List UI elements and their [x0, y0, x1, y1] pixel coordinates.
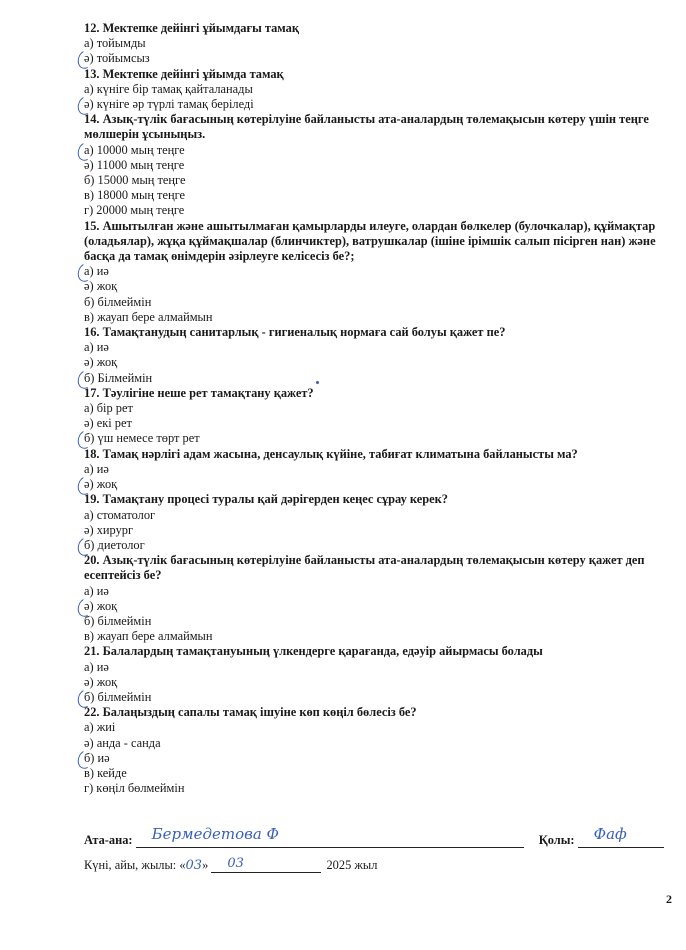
- answer-option-label: а) иә: [84, 583, 109, 598]
- answer-option-label: а) стоматолог: [84, 507, 156, 522]
- answer-option[interactable]: [84, 310, 674, 325]
- question-text: 18. Тамақ нәрлігі адам жасына, денсаулық күйіне, табиғат климатына байланысты ма?: [84, 446, 578, 461]
- date-month: 03: [227, 856, 244, 871]
- questions-list: [84, 21, 674, 796]
- answer-option-label: б) білмеймін: [84, 613, 152, 628]
- question-text: 15. Ашытылған және ашытылмаған қамырларды илеуге, олардан бөлкелер (булочкалар), құймақтар (оладьялар), жұқа құймақшалар (блинчиктер), ватрушкалар (ішіне ірімшік салып пісірген нан) және басқа да тамақ өнімдерін әзірлеуге келісесіз бе?;: [84, 218, 656, 264]
- answer-option[interactable]: [84, 203, 674, 218]
- answer-option-label: в) кейде: [84, 765, 127, 780]
- question-text: 17. Тәулігіне неше рет тамақтану қажет?: [84, 385, 314, 400]
- answer-option[interactable]: [84, 781, 674, 796]
- question-block: [84, 644, 674, 705]
- answer-option[interactable]: [84, 751, 674, 766]
- answer-option[interactable]: [84, 675, 674, 690]
- question-block: [84, 386, 674, 447]
- answer-option-label: б) Білмеймін: [84, 370, 153, 385]
- question-text: 14. Азық-түлік бағасының көтерілуіне байланысты ата-аналардың төлемақысын көтеру үшін теңге мөлшерін ұсыныңыз.: [84, 112, 649, 142]
- answer-option[interactable]: [84, 143, 674, 158]
- question-text: 20. Азық-түлік бағасының көтерілуіне байланысты ата-аналардың төлемақысын көтеру қажет деп есептейсіз бе?: [84, 553, 645, 583]
- answer-option-label: ә) екі рет: [84, 416, 132, 431]
- answer-option[interactable]: [84, 508, 674, 523]
- answer-option[interactable]: [84, 660, 674, 675]
- ink-dot: [316, 381, 319, 384]
- answer-option-label: б) 15000 мың теңге: [84, 173, 186, 188]
- answer-option-label: в) жауап бере алмаймын: [84, 309, 213, 324]
- date-label: Күні, айы, жылы: «: [84, 858, 186, 872]
- answer-option-label: г) 20000 мың теңге: [84, 203, 185, 218]
- answer-option[interactable]: [84, 264, 674, 279]
- answer-option-label: ә) жоқ: [84, 477, 118, 492]
- answer-option[interactable]: [84, 158, 674, 173]
- answer-option-label: а) күнiге бір тамақ қайталанады: [84, 81, 253, 96]
- answer-option-label: ә) 11000 мың теңге: [84, 157, 185, 172]
- answer-option[interactable]: [84, 51, 674, 66]
- question-block: [84, 492, 674, 553]
- question-text: 21. Балалардың тамақтануының үлкендерге қарағанда, едәуір айырмасы болады: [84, 644, 543, 659]
- answer-option-label: ә) жоқ: [84, 355, 118, 370]
- answer-option-label: б) үш немесе төрт рет: [84, 431, 200, 446]
- answer-option[interactable]: [84, 523, 674, 538]
- answer-option[interactable]: [84, 462, 674, 477]
- answer-option[interactable]: [84, 416, 674, 431]
- parent-label: Ата-ана:: [84, 833, 133, 847]
- answer-option-label: ә) күнiге әр түрлі тамақ беріледі: [84, 97, 254, 112]
- answer-option-label: б) иә: [84, 750, 110, 765]
- answer-option-label: а) жиі: [84, 720, 116, 735]
- answer-option-label: а) 10000 мың теңге: [84, 142, 185, 157]
- answer-option[interactable]: [84, 97, 674, 112]
- answer-option-label: ә) хирург: [84, 522, 134, 537]
- answer-option[interactable]: [84, 599, 674, 614]
- answer-option-label: ә) жоқ: [84, 674, 118, 689]
- answer-option[interactable]: [84, 690, 674, 705]
- answer-option-label: б) білмеймін: [84, 689, 152, 704]
- answer-option[interactable]: [84, 340, 674, 355]
- question-block: [84, 112, 674, 218]
- question-text: 16. Тамақтанудың санитарлық - гигиеналық нормаға сай болуы қажет пе?: [84, 325, 506, 340]
- answer-option-label: б) диетолог: [84, 537, 145, 552]
- answer-option[interactable]: [84, 371, 674, 386]
- question-block: [84, 447, 674, 493]
- answer-option[interactable]: [84, 584, 674, 599]
- question-block: [84, 325, 674, 386]
- answer-option[interactable]: [84, 36, 674, 51]
- question-text: 19. Тамақтану процесі туралы қай дәрігерден кеңес сұрау керек?: [84, 492, 448, 507]
- question-text: 22. Балаңыздың сапалы тамақ ішуіне көп көңіл бөлесіз бе?: [84, 705, 417, 720]
- answer-option[interactable]: [84, 629, 674, 644]
- answer-option[interactable]: [84, 431, 674, 446]
- answer-option[interactable]: [84, 188, 674, 203]
- question-text: 12. Мектепке дейінгі ұйымдағы тамақ: [84, 21, 299, 35]
- page-number: 2: [666, 892, 672, 906]
- answer-option-label: а) тойымды: [84, 36, 146, 51]
- date-year: 2025 жыл: [326, 858, 378, 872]
- parent-name-line[interactable]: [136, 825, 524, 848]
- answer-option[interactable]: [84, 82, 674, 97]
- answer-option-label: а) иә: [84, 340, 109, 355]
- answer-option-label: в) 18000 мың теңге: [84, 188, 186, 203]
- signature-line[interactable]: [578, 825, 664, 848]
- question-block: [84, 67, 674, 113]
- answer-option-label: а) иә: [84, 264, 109, 279]
- answer-option-label: г) көңіл бөлмеймін: [84, 781, 185, 796]
- answer-option-label: ә) анда - санда: [84, 735, 161, 750]
- answer-option[interactable]: [84, 477, 674, 492]
- answer-option-label: а) иә: [84, 659, 109, 674]
- quote-close: »: [202, 858, 209, 872]
- answer-option[interactable]: [84, 538, 674, 553]
- signature-label: Қолы:: [538, 833, 575, 847]
- answer-option[interactable]: [84, 736, 674, 751]
- signature-row: [84, 825, 674, 848]
- answer-option-label: а) бір рет: [84, 401, 133, 416]
- answer-option-label: б) білмеймін: [84, 294, 152, 309]
- answer-option[interactable]: [84, 401, 674, 416]
- month-line[interactable]: [211, 856, 321, 873]
- answer-option[interactable]: [84, 720, 674, 735]
- answer-option[interactable]: [84, 355, 674, 370]
- date-row: [84, 858, 484, 873]
- question-block: [84, 553, 674, 644]
- date-day[interactable]: 03: [185, 858, 203, 873]
- question-block: [84, 705, 674, 796]
- question-text: 13. Мектепке дейінгі ұйымда тамақ: [84, 66, 284, 81]
- answer-option[interactable]: [84, 614, 674, 629]
- question-block: [84, 21, 674, 67]
- signature: Фаф: [593, 825, 627, 843]
- answer-option-label: а) иә: [84, 461, 109, 476]
- answer-option[interactable]: [84, 766, 674, 781]
- answer-option[interactable]: [84, 295, 674, 310]
- answer-option[interactable]: [84, 279, 674, 294]
- answer-option-label: в) жауап бере алмаймын: [84, 629, 213, 644]
- question-block: [84, 219, 674, 325]
- answer-option-label: ә) жоқ: [84, 598, 118, 613]
- answer-option-label: ә) жоқ: [84, 279, 118, 294]
- answer-option[interactable]: [84, 173, 674, 188]
- parent-name: Бермедетова Ф: [151, 825, 280, 843]
- answer-option-label: ә) тойымсыз: [84, 51, 150, 66]
